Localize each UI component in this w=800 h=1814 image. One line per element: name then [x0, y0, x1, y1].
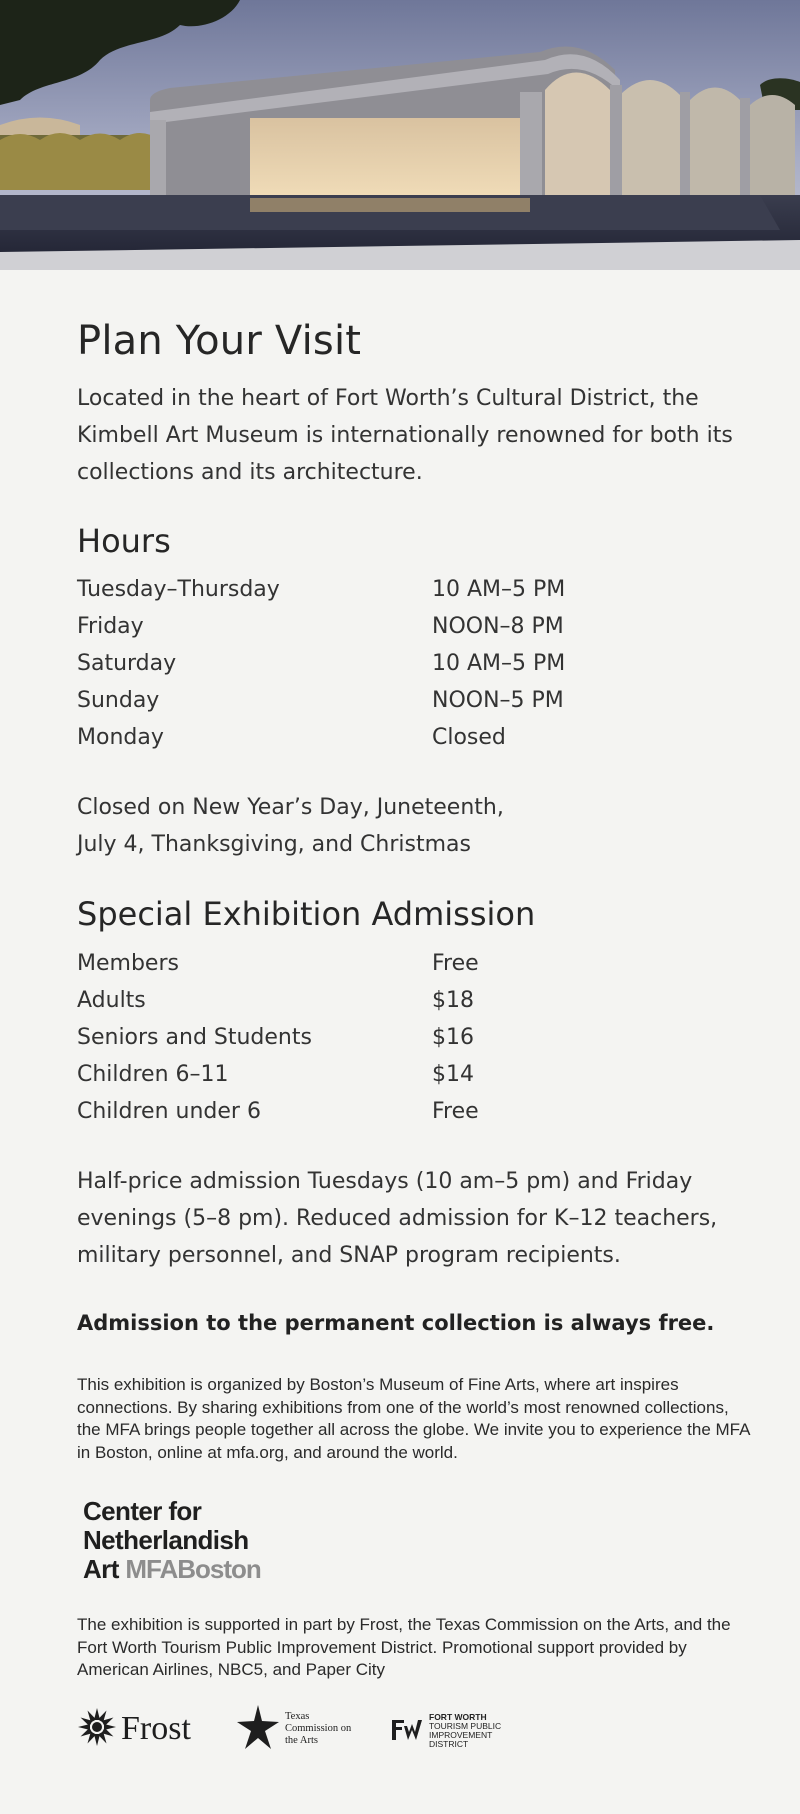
fw-wordmark-top: FORT WORTH — [429, 1712, 487, 1722]
fw-wordmark-rest: TOURISM PUBLIC IMPROVEMENT DISTRICT — [429, 1721, 502, 1749]
admission-type: Adults — [77, 988, 146, 1013]
hours-row — [77, 614, 717, 651]
support-paragraph: The exhibition is supported in part by Frost, the Texas Commission on the Arts, and the Fort Worth Tourism Public Improvement District. Promotional support provided by American Airlines, NBC5, and Paper City — [77, 1615, 731, 1679]
discount-note: Half-price admission Tuesdays (10 am–5 pm) and Friday evenings (5–8 pm). Reduced admission for K–12 teachers, military personnel, and SNAP program recipients. — [77, 1169, 718, 1268]
hours-day: Friday — [77, 614, 144, 639]
admission-row — [77, 1062, 717, 1099]
center-for-netherlandish-art-logo — [83, 1497, 261, 1584]
admission-row — [77, 1025, 717, 1062]
admission-price: Free — [432, 951, 479, 976]
texas-commission-arts-logo — [237, 1705, 365, 1753]
hours-time: 10 AM–5 PM — [432, 577, 566, 602]
admission-price: $14 — [432, 1062, 474, 1087]
logo-art-word: Art — [83, 1554, 119, 1584]
hours-time: NOON–5 PM — [432, 688, 564, 713]
logo-line-1: Center for — [83, 1496, 202, 1526]
logo-line-3 — [83, 1555, 261, 1584]
hours-row — [77, 651, 717, 688]
admission-price: Free — [432, 1099, 479, 1124]
fw-monogram-icon — [390, 1716, 424, 1746]
permanent-collection-free-note: Admission to the permanent collection is always free. — [77, 1311, 715, 1335]
hours-time: NOON–8 PM — [432, 614, 564, 639]
fw-wordmark — [429, 1713, 519, 1749]
hours-day: Saturday — [77, 651, 177, 676]
hours-time: Closed — [432, 725, 506, 750]
tca-wordmark: Texas Commission on the Arts — [285, 1711, 352, 1746]
admission-type: Children 6–11 — [77, 1062, 229, 1087]
hours-row — [77, 725, 717, 762]
intro-paragraph: Located in the heart of Fort Worth’s Cultural District, the Kimbell Art Museum is internationally renowned for both its collections and its architecture. — [77, 386, 733, 485]
admission-table — [77, 951, 717, 1136]
frost-logo — [77, 1707, 191, 1751]
page-title: Plan Your Visit — [77, 318, 362, 364]
hours-row — [77, 577, 717, 614]
hours-table — [77, 577, 717, 762]
star-icon — [237, 1705, 279, 1753]
admission-row — [77, 1099, 717, 1136]
hours-day: Sunday — [77, 688, 160, 713]
admission-type: Members — [77, 951, 179, 976]
admission-row — [77, 988, 717, 1025]
hours-row — [77, 688, 717, 725]
admission-price: $16 — [432, 1025, 474, 1050]
mfa-boston-wordmark: MFABoston — [125, 1554, 261, 1584]
logo-line-2: Netherlandish — [83, 1525, 249, 1555]
frost-wordmark: Frost — [121, 1710, 191, 1747]
hours-time: 10 AM–5 PM — [432, 651, 566, 676]
closed-holidays-note: Closed on New Year’s Day, Juneteenth, July 4, Thanksgiving, and Christmas — [77, 795, 504, 857]
admission-price: $18 — [432, 988, 474, 1013]
admission-type: Children under 6 — [77, 1099, 261, 1124]
frost-sunburst-icon — [77, 1707, 117, 1751]
hours-day: Tuesday–Thursday — [77, 577, 280, 602]
admission-row — [77, 951, 717, 988]
admission-type: Seniors and Students — [77, 1025, 312, 1050]
admission-heading: Special Exhibition Admission — [77, 895, 536, 933]
sponsor-logos — [77, 1705, 777, 1755]
hours-day: Monday — [77, 725, 164, 750]
fort-worth-tourism-logo — [390, 1713, 519, 1749]
organizer-paragraph: This exhibition is organized by Boston’s Museum of Fine Arts, where art inspires connections. By sharing exhibitions from one of the world’s most renowned collections, the MFA brings people together all across the globe. We invite you to experience the MFA in Boston, online at mfa.org, and around the world. — [77, 1375, 750, 1462]
hours-heading: Hours — [77, 522, 171, 560]
hero-photo-kimbell-museum — [0, 0, 800, 270]
